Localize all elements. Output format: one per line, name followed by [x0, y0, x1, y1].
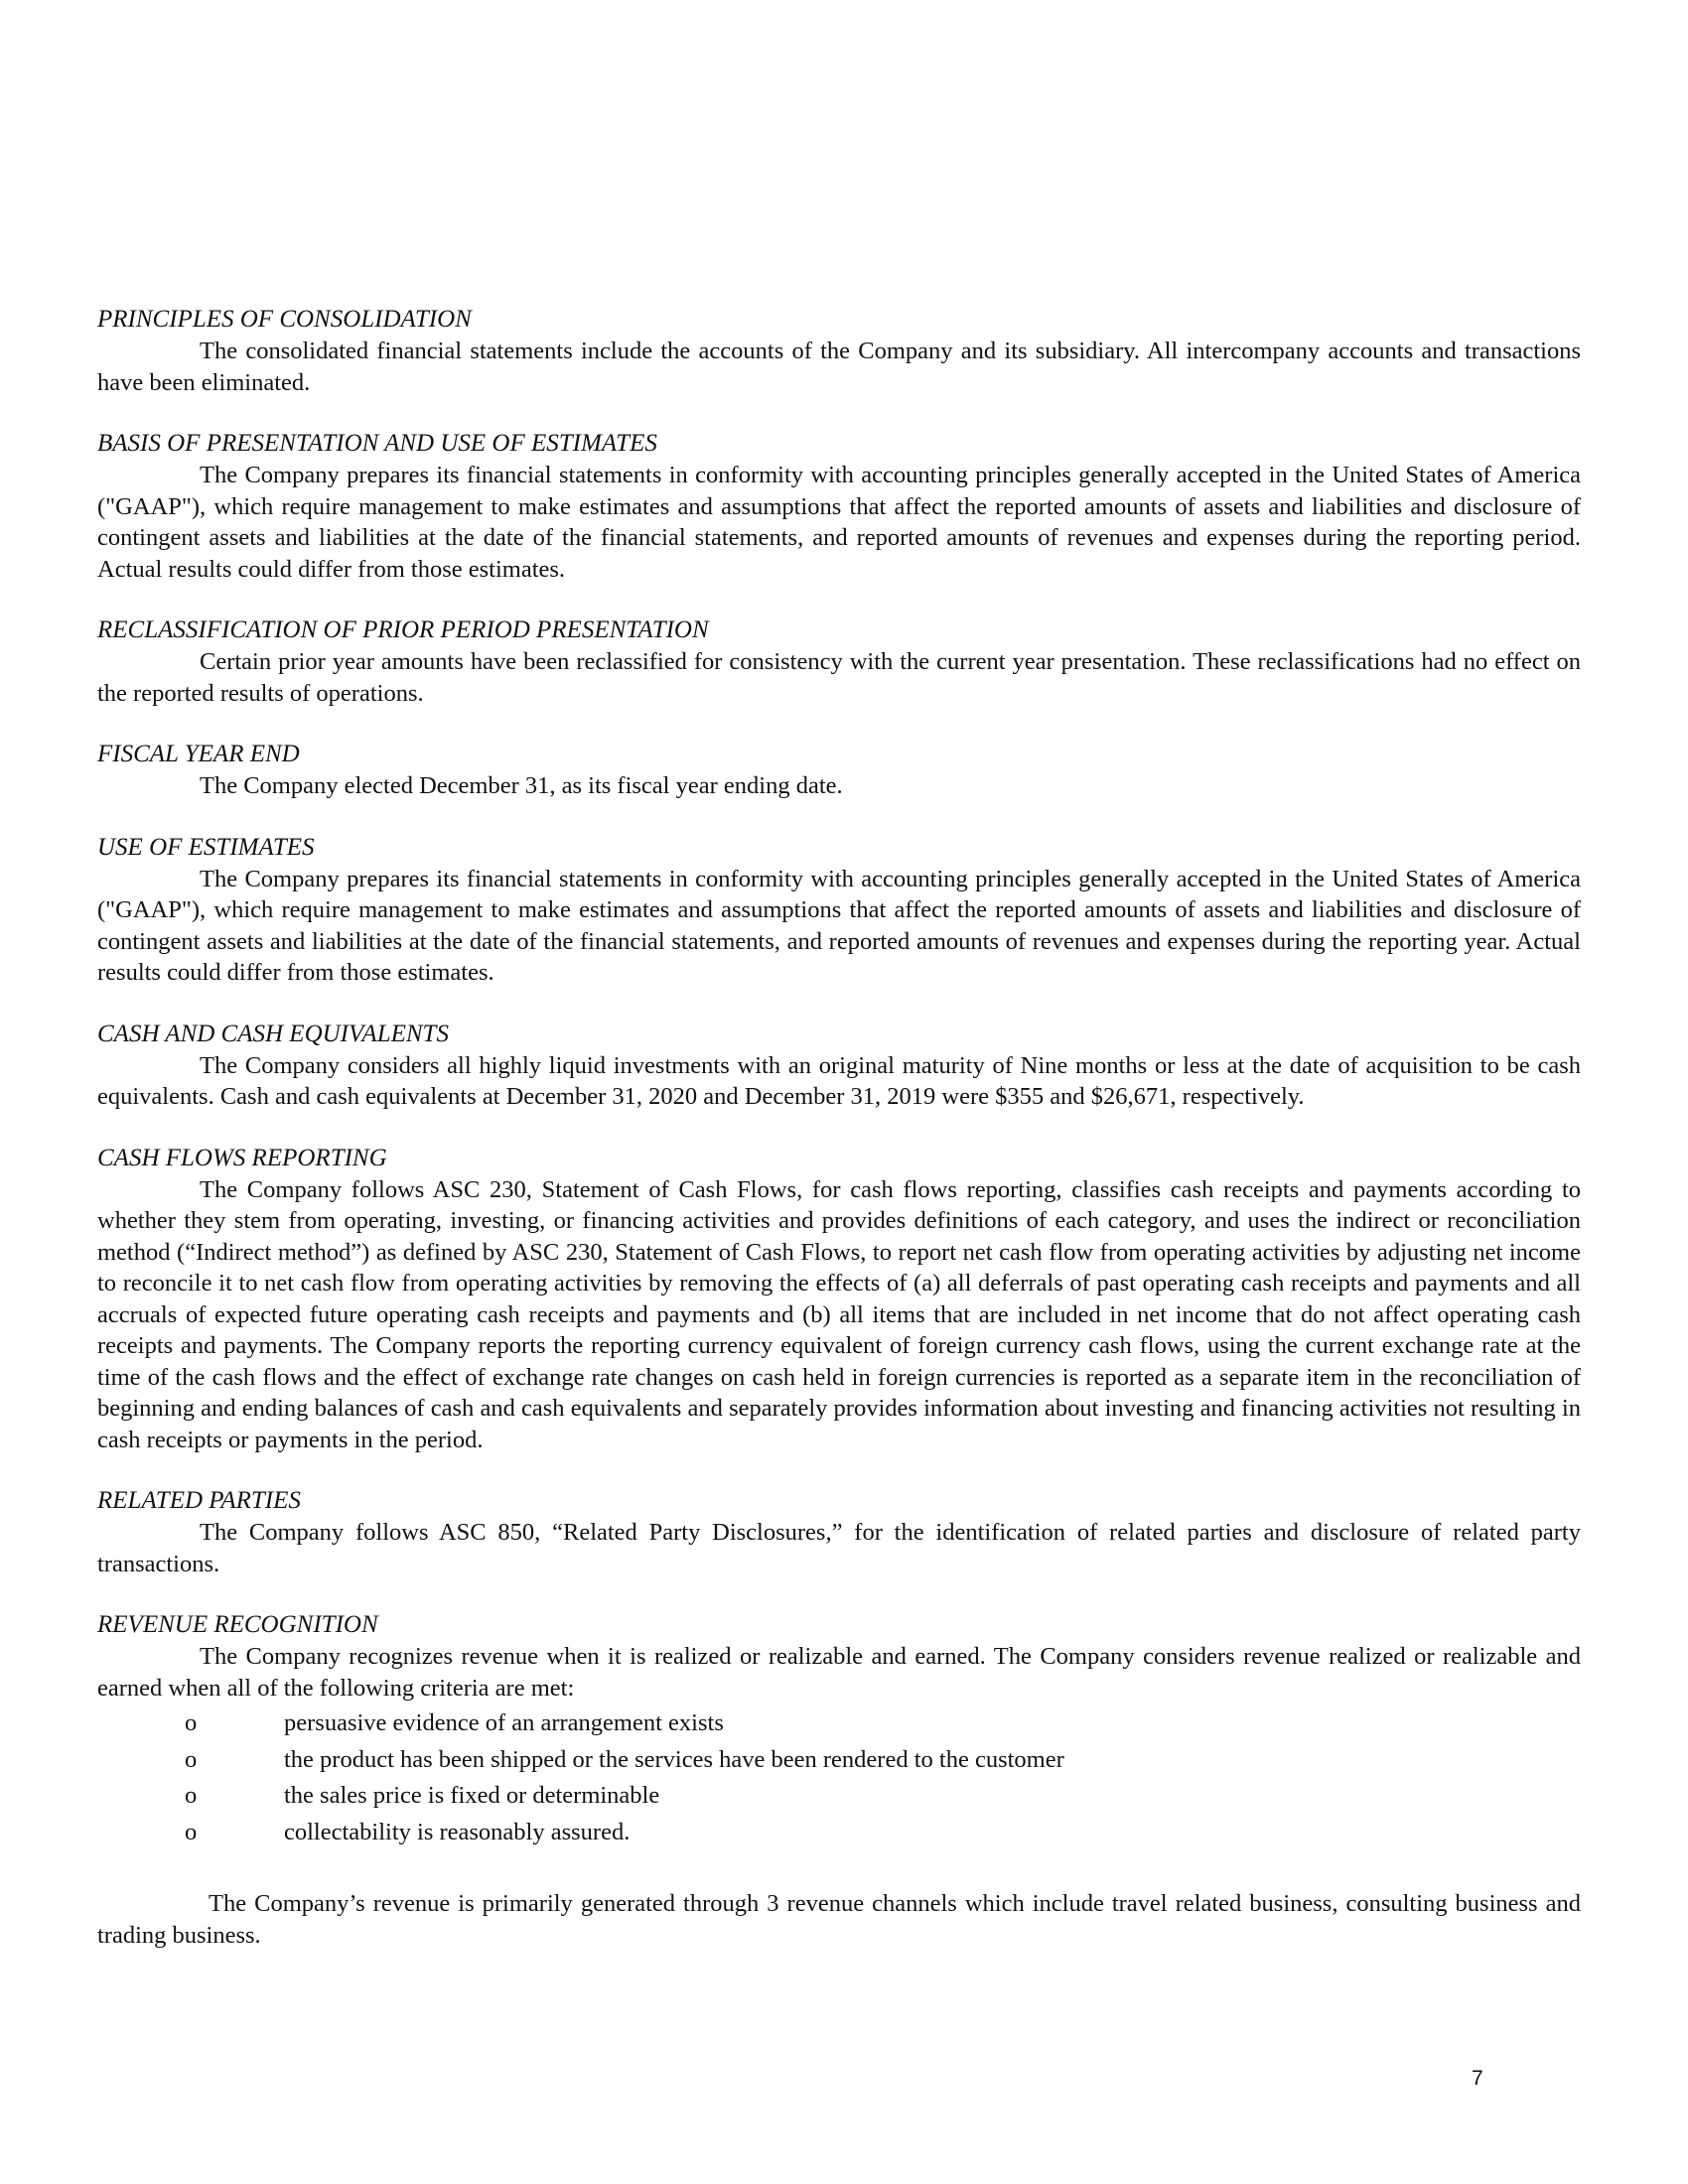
section-body: The Company follows ASC 850, “Related Party Disclosures,” for the identification of related parties and disclosure of related party transactions. — [97, 1519, 1581, 1577]
list-item — [97, 1815, 1581, 1851]
list-item-text: persuasive evidence of an arrangement exists — [284, 1709, 724, 1736]
section-related-parties — [97, 1485, 1581, 1579]
list-item-text: the sales price is fixed or determinable — [284, 1782, 660, 1809]
section-heading: REVENUE RECOGNITION — [97, 1611, 378, 1638]
section-heading: BASIS OF PRESENTATION AND USE OF ESTIMATES — [97, 430, 657, 457]
section-reclassification — [97, 614, 1581, 709]
section-cash-flows-reporting — [97, 1143, 1581, 1456]
section-fiscal-year-end — [97, 739, 1581, 802]
list-item — [97, 1742, 1581, 1779]
bullet-marker: o — [185, 1818, 198, 1845]
section-heading: PRINCIPLES OF CONSOLIDATION — [97, 306, 472, 333]
section-heading: FISCAL YEAR END — [97, 741, 300, 767]
section-heading: CASH FLOWS REPORTING — [97, 1144, 387, 1171]
section-body: The Company recognizes revenue when it is realized or realizable and earned. The Company considers revenue realized or realizable and earned when all of the following criteria are met: — [97, 1643, 1581, 1702]
section-heading: RECLASSIFICATION OF PRIOR PERIOD PRESENTATION — [97, 616, 709, 643]
bullet-marker: o — [185, 1745, 198, 1773]
section-heading: CASH AND CASH EQUIVALENTS — [97, 1020, 449, 1047]
section-heading: USE OF ESTIMATES — [97, 833, 315, 861]
section-body: Certain prior year amounts have been reclassified for consistency with the current year presentation. These reclassifications had no effect on the reported results of operations. — [97, 648, 1581, 707]
bullet-marker: o — [185, 1709, 198, 1736]
section-body: The consolidated financial statements include the accounts of the Company and its subsidiary. All intercompany accounts and transactions have been eliminated. — [97, 338, 1581, 396]
bullet-marker: o — [185, 1782, 198, 1809]
list-item — [97, 1778, 1581, 1815]
list-item — [97, 1706, 1581, 1742]
section-body: The Company prepares its financial statements in conformity with accounting principles generally accepted in the United States of America ("GAAP"), which require management to make estimates and assumptions that affect the reported amounts of assets and liabilities and disclosure of contingent assets and liabilities at the date of the financial statements, and reported amounts of revenues and expenses during the reporting year. Actual results could differ from those estimates. — [97, 865, 1581, 986]
list-item-text: collectability is reasonably assured. — [284, 1818, 631, 1845]
section-basis-of-presentation — [97, 428, 1581, 585]
section-body: The Company follows ASC 230, Statement of Cash Flows, for cash flows reporting, classifies cash receipts and payments according to whether they stem from operating, investing, or financing activities and provides definitions of each category, and uses the indirect or reconciliation method (“Indirect method”) as defined by ASC 230, Statement of Cash Flows, to report net cash flow from operating activities by adjusting net income to reconcile it to net cash flow from operating activities by removing the effects of (a) all deferrals of past operating cash receipts and payments and all accruals of expected future operating cash receipts and payments and (b) all items that are included in net income that do not affect operating cash receipts and payments. The Company reports the reporting currency equivalent of foreign currency cash flows, using the current exchange rate at the time of the cash flows and the effect of exchange rate changes on cash held in foreign currencies is reported as a separate item in the reconciliation of beginning and ending balances of cash and cash equivalents and separately provides information about investing and financing activities not resulting in cash receipts or payments in the period. — [97, 1175, 1581, 1453]
section-revenue-recognition — [97, 1609, 1581, 1951]
section-heading: RELATED PARTIES — [97, 1487, 301, 1514]
page-number: 7 — [1472, 2067, 1483, 2090]
section-body: The Company considers all highly liquid investments with an original maturity of Nine months or less at the date of acquisition to be cash equivalents. Cash and cash equivalents at December 31, 2020 and December 31, 2019 were $355 and $26,671, respectively. — [97, 1051, 1581, 1110]
document-page — [97, 304, 1581, 1980]
section-cash-and-cash-equivalents — [97, 1019, 1581, 1113]
section-use-of-estimates — [97, 832, 1581, 989]
section-body: The Company elected December 31, as its fiscal year ending date. — [200, 772, 843, 799]
section-body: The Company prepares its financial statements in conformity with accounting principles generally accepted in the United States of America ("GAAP"), which require management to make estimates and assumptions that affect the reported amounts of assets and liabilities and disclosure of contingent assets and liabilities at the date of the financial statements, and reported amounts of revenues and expenses during the reporting period. Actual results could differ from those estimates. — [97, 462, 1581, 583]
revenue-closing-paragraph: The Company’s revenue is primarily generated through 3 revenue channels which include travel related business, consulting business and trading business. — [97, 1890, 1581, 1949]
section-principles-of-consolidation — [97, 304, 1581, 398]
criteria-list — [97, 1706, 1581, 1850]
list-item-text: the product has been shipped or the services have been rendered to the customer — [284, 1745, 1064, 1773]
